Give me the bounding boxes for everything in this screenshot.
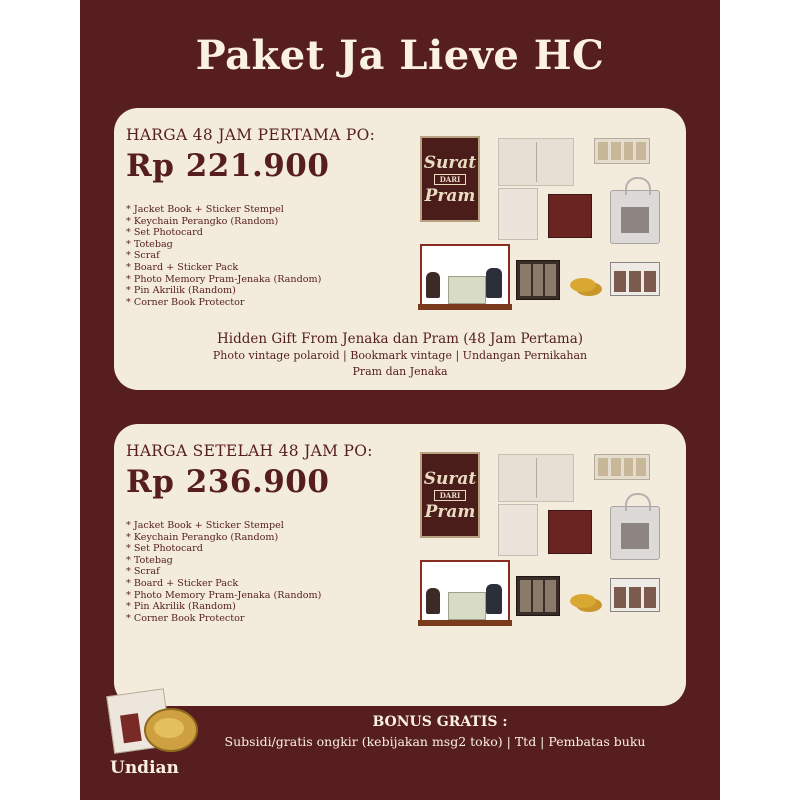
acrylic-pin-image xyxy=(570,278,596,292)
price-value: Rp 221.900 xyxy=(126,148,330,184)
photo-memory-image xyxy=(516,576,560,616)
book-cover-image xyxy=(420,136,480,222)
list-item: * Scraf xyxy=(126,566,321,578)
list-item: * Photo Memory Pram-Jenaka (Random) xyxy=(126,274,321,286)
photocard-set-image xyxy=(498,188,538,240)
price-heading: HARGA 48 JAM PERTAMA PO: xyxy=(126,126,376,144)
book-cover-image xyxy=(420,452,480,538)
list-item: * Pin Akrilik (Random) xyxy=(126,601,321,613)
book-title-line: DARI xyxy=(434,490,467,501)
totebag-image xyxy=(610,506,660,560)
list-item: * Scraf xyxy=(126,250,321,262)
stamp-sticker-image xyxy=(594,454,650,480)
photocard-set-image xyxy=(498,504,538,556)
item-list xyxy=(126,520,321,624)
scarf-image xyxy=(548,194,592,238)
list-item: * Pin Akrilik (Random) xyxy=(126,285,321,297)
book-title-line: Surat xyxy=(423,152,477,173)
stamp-sticker-image xyxy=(594,138,650,164)
book-title-line: Surat xyxy=(423,468,477,489)
list-item: * Corner Book Protector xyxy=(126,297,321,309)
list-item: * Corner Book Protector xyxy=(126,613,321,625)
list-item: * Set Photocard xyxy=(126,227,321,239)
keychain-image xyxy=(610,578,660,612)
keychain-image xyxy=(610,262,660,296)
list-item: * Jacket Book + Sticker Stempel xyxy=(126,204,321,216)
list-item: * Set Photocard xyxy=(126,543,321,555)
list-item: * Jacket Book + Sticker Stempel xyxy=(126,520,321,532)
list-item: * Keychain Perangko (Random) xyxy=(126,532,321,544)
item-list xyxy=(126,204,321,308)
hidden-gift-line: Pram dan Jenaka xyxy=(352,365,448,378)
hidden-gift-line: Photo vintage polaroid | Bookmark vintage | Undangan Pernikahan xyxy=(212,349,588,362)
bonus-title: BONUS GRATIS : xyxy=(372,714,508,730)
poster xyxy=(80,0,720,800)
list-item: * Photo Memory Pram-Jenaka (Random) xyxy=(126,590,321,602)
book-title-line: Pram xyxy=(424,185,476,206)
book-title-line: DARI xyxy=(434,174,467,185)
package-card-early xyxy=(114,108,686,390)
list-item: * Totebag xyxy=(126,239,321,251)
board-image xyxy=(420,244,510,306)
bonus-text: Subsidi/gratis ongkir (kebijakan msg2 toko) | Ttd | Pembatas buku xyxy=(224,734,646,749)
list-item: * Board + Sticker Pack xyxy=(126,578,321,590)
board-image xyxy=(420,560,510,622)
totebag-image xyxy=(610,190,660,244)
photo-memory-image xyxy=(516,260,560,300)
list-item: * Totebag xyxy=(126,555,321,567)
hidden-gift-title: Hidden Gift From Jenaka dan Pram (48 Jam Pertama) xyxy=(216,331,584,347)
giveaway-label: Undian xyxy=(110,758,179,778)
open-book-image xyxy=(498,138,574,186)
list-item: * Board + Sticker Pack xyxy=(126,262,321,274)
scarf-image xyxy=(548,510,592,554)
page-title: Paket Ja Lieve HC xyxy=(195,32,605,79)
package-card-regular xyxy=(114,424,686,706)
price-value: Rp 236.900 xyxy=(126,464,330,500)
hidden-gift xyxy=(114,330,686,380)
giveaway-image xyxy=(104,688,200,756)
price-heading: HARGA SETELAH 48 JAM PO: xyxy=(126,442,373,460)
acrylic-pin-image xyxy=(570,594,596,608)
book-title-line: Pram xyxy=(424,501,476,522)
list-item: * Keychain Perangko (Random) xyxy=(126,216,321,228)
open-book-image xyxy=(498,454,574,502)
